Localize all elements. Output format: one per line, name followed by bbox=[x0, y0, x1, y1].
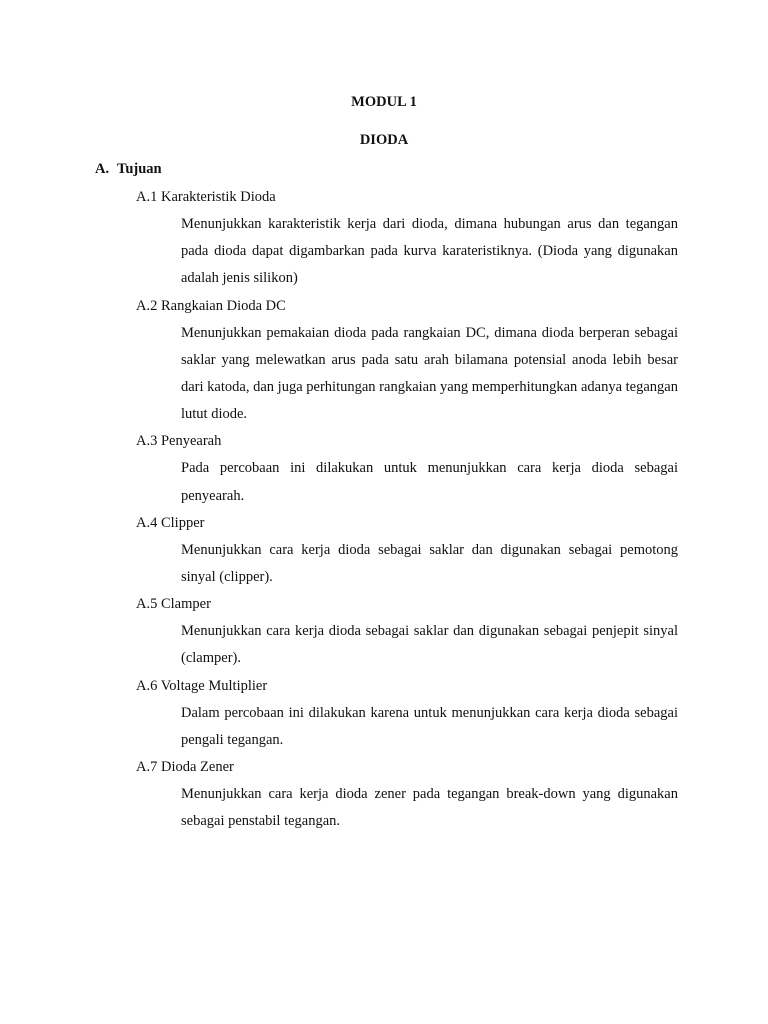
objective-heading: A.3 Penyearah bbox=[136, 433, 222, 450]
objective-description: Menunjukkan cara kerja dioda zener pada tegangan break-down yang digunakan sebagai penstabil tegangan. bbox=[181, 786, 678, 830]
objective-heading: A.5 Clamper bbox=[136, 596, 211, 613]
objective-heading: A.7 Dioda Zener bbox=[136, 759, 234, 776]
module-subtitle: DIODA bbox=[359, 132, 409, 148]
objectives-list bbox=[136, 184, 678, 835]
objective-description: Dalam percobaan ini dilakukan karena untuk menunjukkan cara kerja dioda sebagai pengali tegangan. bbox=[181, 704, 678, 748]
section-heading bbox=[95, 159, 162, 179]
module-title: MODUL 1 bbox=[351, 94, 417, 110]
objective-item bbox=[136, 591, 678, 672]
objective-heading: A.2 Rangkaian Dioda DC bbox=[136, 297, 286, 314]
objective-item bbox=[136, 754, 678, 835]
objective-item bbox=[136, 673, 678, 754]
objective-item bbox=[136, 184, 678, 293]
objective-description: Menunjukkan karakteristik kerja dari dioda, dimana hubungan arus dan tegangan pada dioda dapat digambarkan pada kurva karateristiknya. (Dioda yang digunakan adalah jenis silikon) bbox=[181, 216, 678, 287]
objective-description: Menunjukkan cara kerja dioda sebagai saklar dan digunakan sebagai penjepit sinyal (clamper). bbox=[181, 623, 678, 667]
objective-description: Menunjukkan cara kerja dioda sebagai saklar dan digunakan sebagai pemotong sinyal (clipper). bbox=[181, 541, 678, 586]
objective-heading: A.4 Clipper bbox=[136, 514, 205, 531]
objective-item bbox=[136, 293, 678, 429]
objective-heading: A.6 Voltage Multiplier bbox=[136, 677, 268, 694]
section-title: Tujuan bbox=[117, 161, 162, 177]
objective-description: Menunjukkan pemakaian dioda pada rangkaian DC, dimana dioda berperan sebagai saklar yang melewatkan arus pada satu arah bilamana potensial anoda lebih besar dari katoda, dan juga perhitungan rangkaian yang memperhitungkan adanya tegangan lutut diode. bbox=[181, 324, 678, 423]
objective-heading: A.1 Karakteristik Dioda bbox=[136, 189, 276, 205]
objective-item bbox=[136, 510, 678, 591]
objective-item bbox=[136, 428, 678, 509]
section-letter: A. bbox=[95, 161, 110, 177]
objective-description: Pada percobaan ini dilakukan untuk menunjukkan cara kerja dioda sebagai penyearah. bbox=[181, 460, 678, 504]
